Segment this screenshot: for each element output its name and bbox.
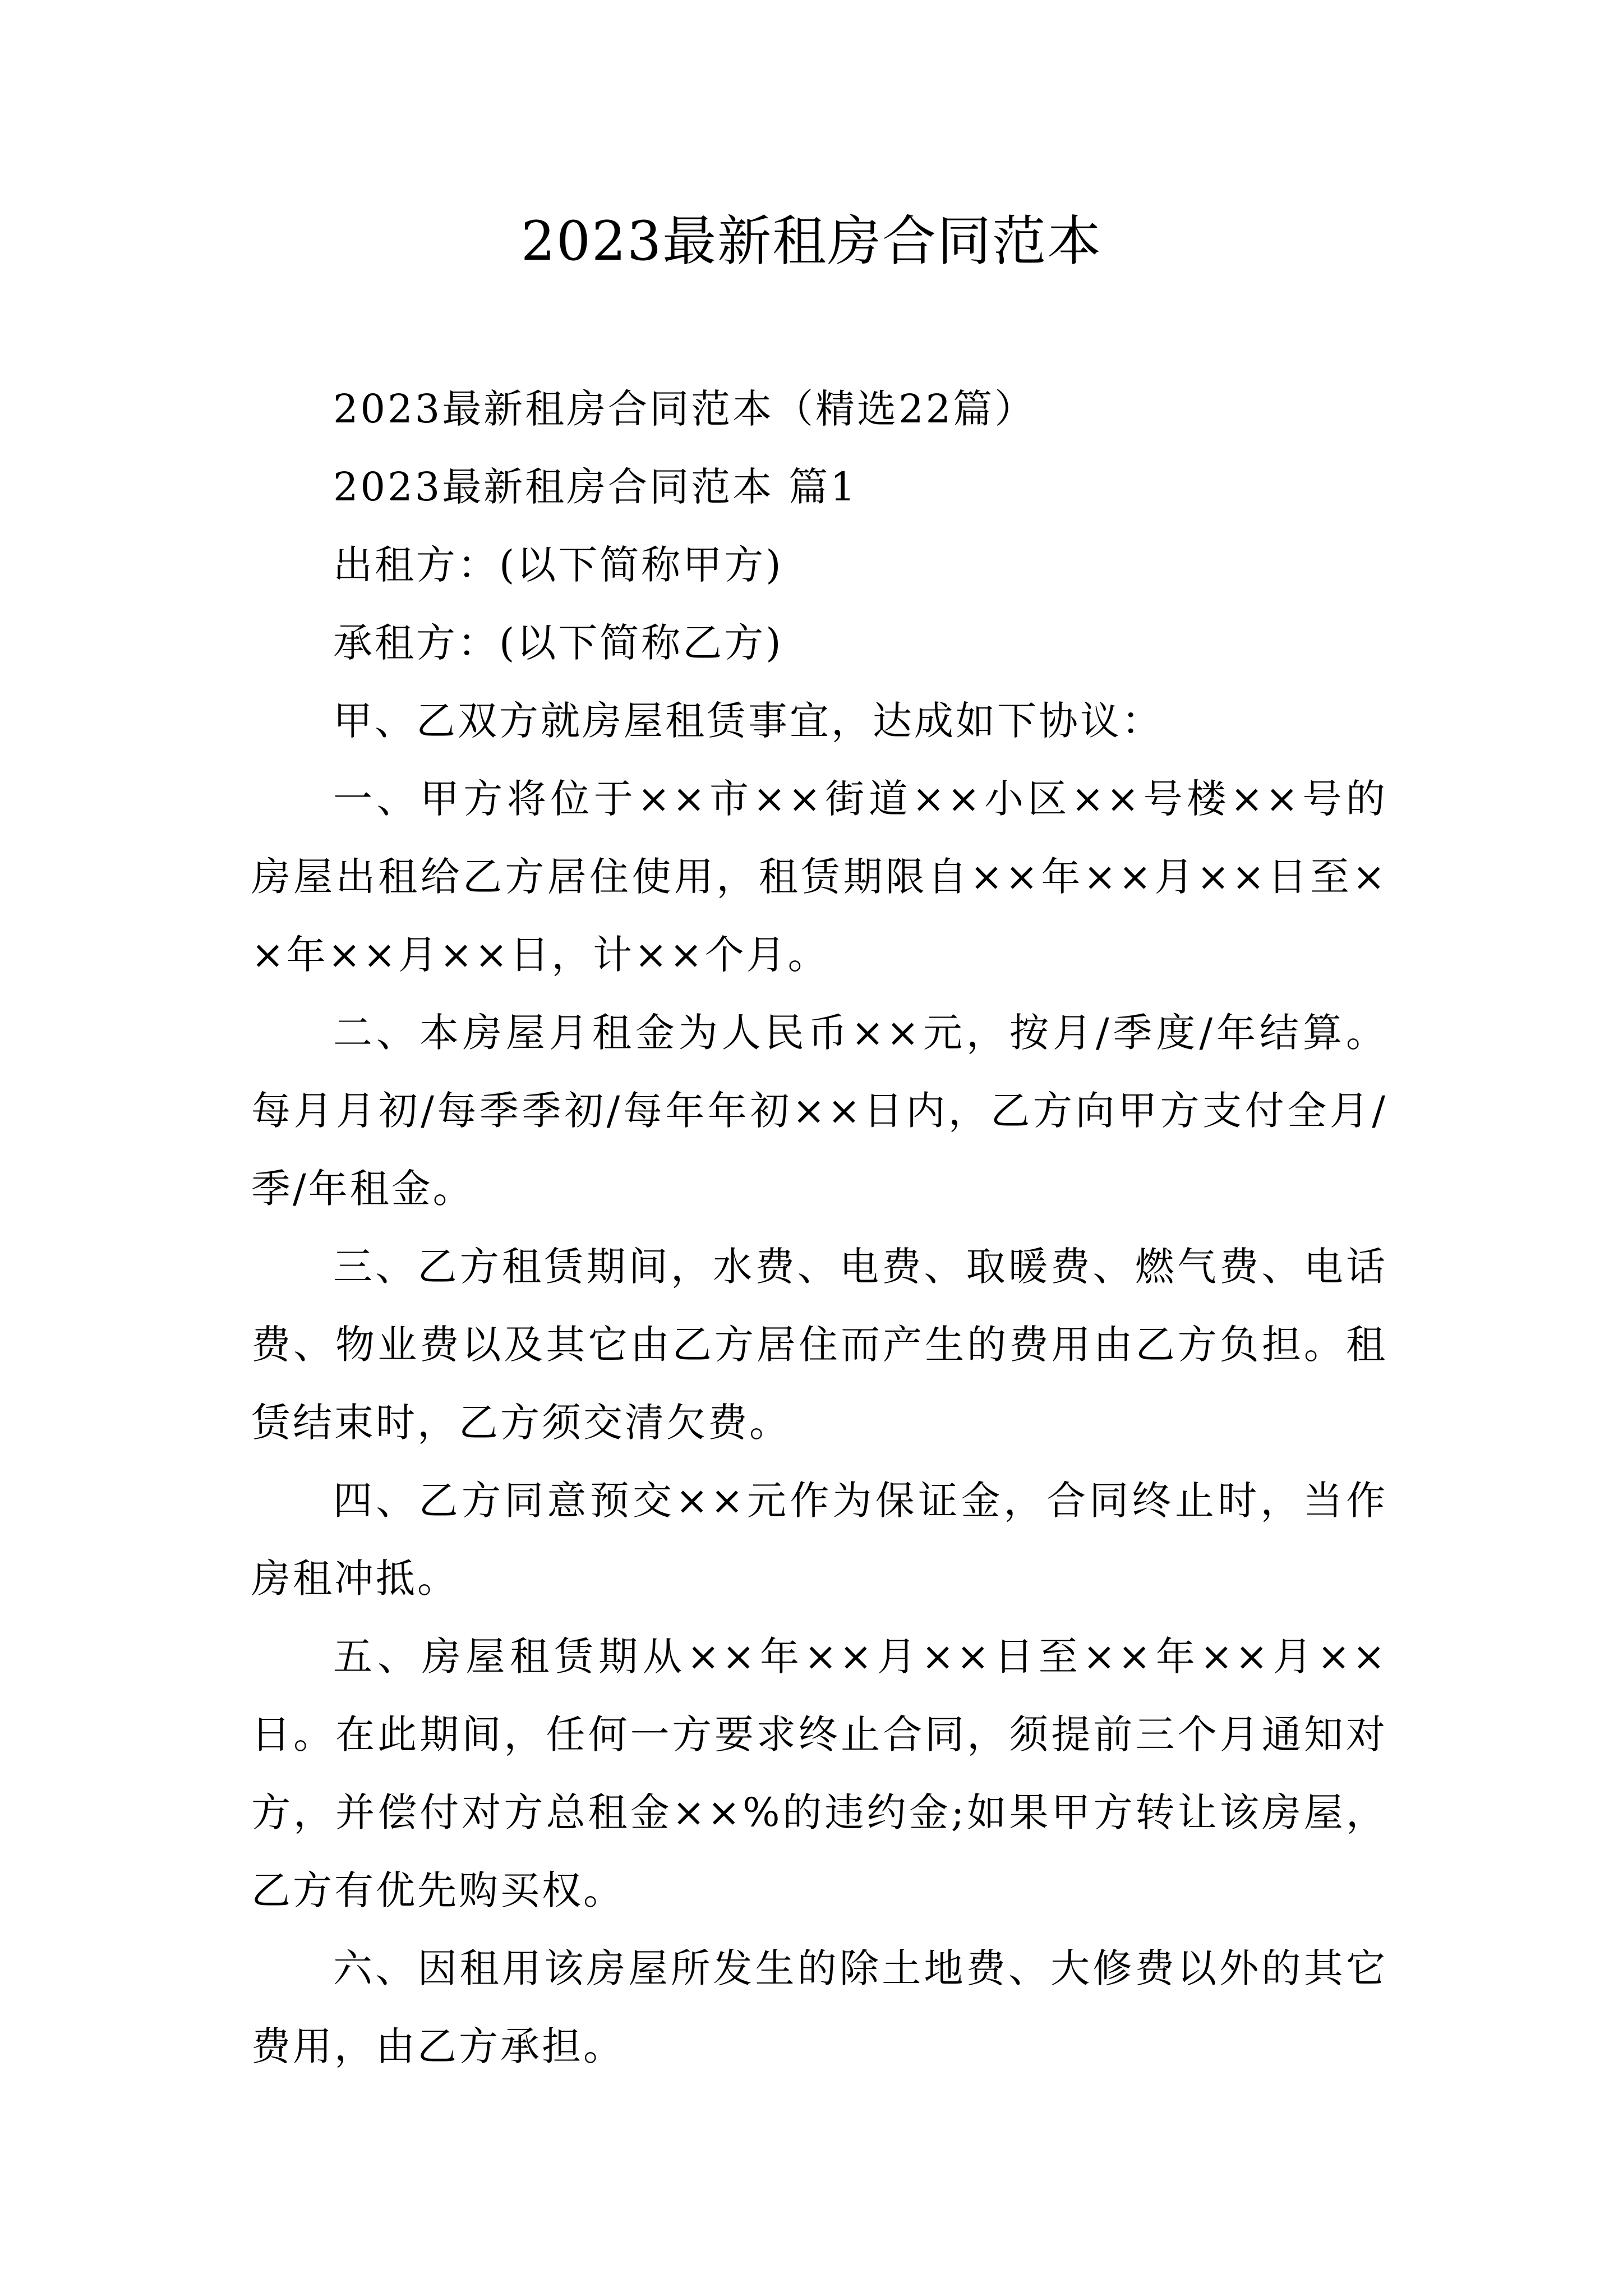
paragraph-clause-6: 六、因租用该房屋所发生的除土地费、大修费以外的其它费用，由乙方承担。 — [251, 1945, 1387, 2069]
paragraph-section-heading: 2023最新租房合同范本 篇1 — [333, 464, 857, 510]
paragraph-lessee: 承租方：(以下简称乙方) — [333, 620, 783, 666]
paragraph-clause-4: 四、乙方同意预交××元作为保证金，合同终止时，当作房租冲抵。 — [251, 1478, 1387, 1602]
paragraph-clause-2: 二、本房屋月租金为人民币××元，按月/季度/年结算。每月月初/每季季初/每年年初××日内，乙方向甲方支付全月/季/年租金。 — [251, 1010, 1387, 1212]
paragraph-clause-1: 一、甲方将位于××市××街道××小区××号楼××号的房屋出租给乙方居住使用，租赁期限自××年××月××日至××年××月××日，计××个月。 — [251, 776, 1387, 978]
document-title: 2023最新租房合同范本 — [520, 210, 1103, 273]
document-body — [251, 370, 1387, 2086]
paragraph-lessor: 出租方：(以下简称甲方) — [333, 542, 783, 588]
paragraph-agreement-intro: 甲、乙双方就房屋租赁事宜，达成如下协议： — [333, 698, 1163, 744]
paragraph-subtitle: 2023最新租房合同范本（精选22篇） — [333, 386, 1036, 432]
paragraph-clause-5: 五、房屋租赁期从××年××月××日至××年××月××日。在此期间，任何一方要求终止合同，须提前三个月通知对方，并偿付对方总租金××%的违约金;如果甲方转让该房屋，乙方有优先购买权。 — [251, 1634, 1387, 1913]
paragraph-clause-3: 三、乙方租赁期间，水费、电费、取暖费、燃气费、电话费、物业费以及其它由乙方居住而产生的费用由乙方负担。租赁结束时，乙方须交清欠费。 — [251, 1244, 1387, 1446]
